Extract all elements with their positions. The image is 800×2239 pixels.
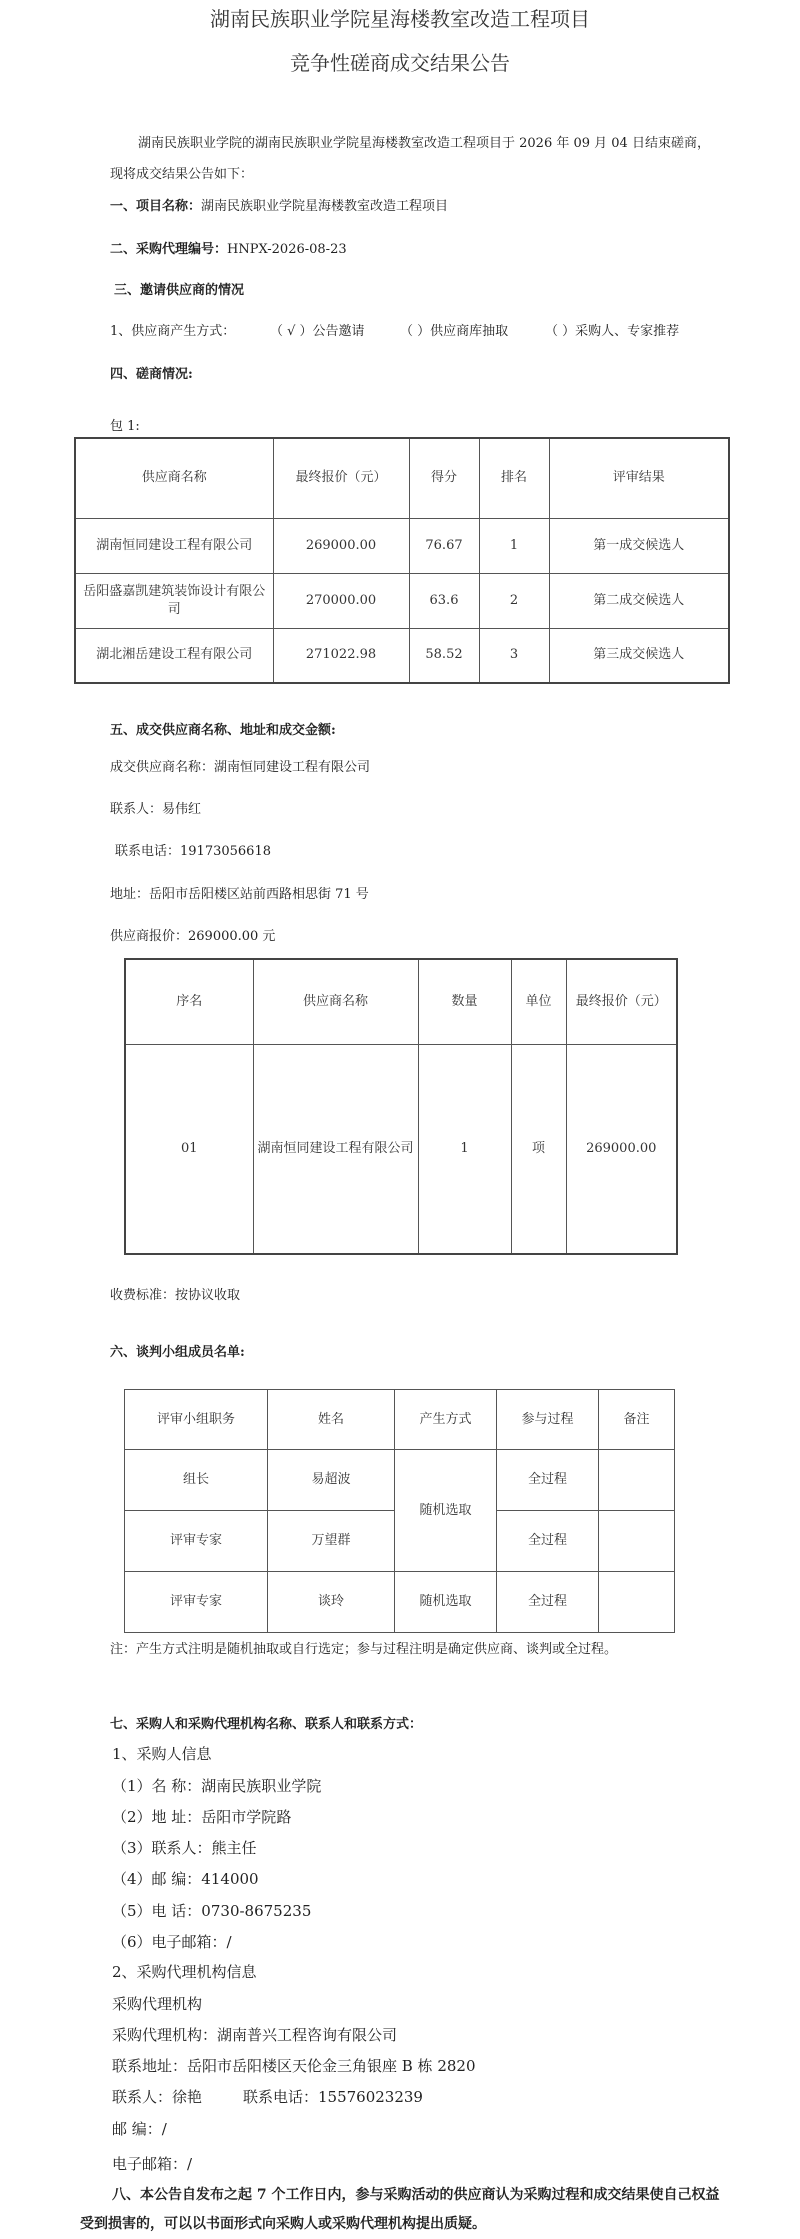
- agent-name: 采购代理机构：湖南普兴工程咨询有限公司: [112, 2026, 398, 2044]
- table-cell: 全过程: [497, 1572, 599, 1633]
- header-cell: 最终报价（元）: [566, 959, 677, 1044]
- table-cell: 76.67: [409, 518, 479, 573]
- deal-price: 供应商报价：269000.00 元: [110, 929, 276, 944]
- section-1-value: 湖南民族职业学院星海楼教室改造工程项目: [201, 199, 449, 214]
- package-label: 包 1:: [110, 419, 140, 434]
- section-2-value: HNPX-2026-08-23: [227, 242, 347, 257]
- buyer-tel: （5）电 话：0730-8675235: [112, 1902, 312, 1920]
- fee-standard: 收费标准：按协议收取: [110, 1288, 241, 1303]
- deal-contact: 联系人：易伟红: [110, 802, 202, 817]
- header-cell: 数量: [418, 959, 511, 1044]
- panel-table: [124, 1389, 675, 1633]
- table-cell: 271022.98: [273, 628, 409, 683]
- table-cell: 全过程: [497, 1450, 599, 1511]
- table-row: [125, 1450, 675, 1511]
- table-cell: 组长: [125, 1450, 268, 1511]
- header-cell: 参与过程: [497, 1390, 599, 1450]
- header-cell: 排名: [479, 438, 549, 518]
- table-cell: 湖北湘岳建设工程有限公司: [75, 628, 273, 683]
- section-1-label: 一、项目名称：: [110, 199, 202, 214]
- table-cell: [599, 1511, 675, 1572]
- table-header-row: [125, 959, 677, 1044]
- table-row: [125, 1572, 675, 1633]
- table-header-row: [75, 438, 729, 518]
- option-recommendation: （ ）采购人、专家推荐: [545, 324, 680, 339]
- table-cell: 269000.00: [273, 518, 409, 573]
- table-row: [75, 628, 729, 683]
- table-cell: 第一成交候选人: [549, 518, 729, 573]
- header-cell: 序名: [125, 959, 253, 1044]
- header-cell: 评审结果: [549, 438, 729, 518]
- table-cell: 项: [511, 1044, 566, 1254]
- table-cell: 第三成交候选人: [549, 628, 729, 683]
- table-cell: 岳阳盛嘉凯建筑装饰设计有限公司: [75, 573, 273, 628]
- agent-zip: 邮 编：/: [112, 2120, 167, 2138]
- header-cell: 备注: [599, 1390, 675, 1450]
- table-cell: 01: [125, 1044, 253, 1254]
- agent-subtitle: 采购代理机构: [112, 1995, 203, 2013]
- header-cell: 最终报价（元）: [273, 438, 409, 518]
- header-cell: 单位: [511, 959, 566, 1044]
- table-cell: 谈玲: [268, 1572, 395, 1633]
- intro-line-1: 湖南民族职业学院的湖南民族职业学院星海楼教室改造工程项目于 2026 年 09 月 04 日结束磋商，: [138, 136, 710, 151]
- agent-tel: 联系电话：15576023239: [243, 2088, 423, 2106]
- section-3-prefix: 1、供应商产生方式：: [110, 324, 236, 339]
- table-row: [125, 1044, 677, 1254]
- table-cell: [599, 1450, 675, 1511]
- table-cell: [599, 1572, 675, 1633]
- section-8-line-2: 受到损害的，可以以书面形式向采购人或采购代理机构提出质疑。: [80, 2216, 486, 2232]
- table-cell: 评审专家: [125, 1572, 268, 1633]
- table-cell-merged: 随机选取: [395, 1450, 497, 1572]
- section-2-label: 二、采购代理编号：: [110, 242, 228, 257]
- page-subtitle: 竞争性磋商成交结果公告: [290, 51, 510, 75]
- table-cell: 270000.00: [273, 573, 409, 628]
- table-cell: 全过程: [497, 1511, 599, 1572]
- buyer-address: （2）地 址：岳阳市学院路: [112, 1808, 292, 1826]
- section-5-label: 五、成交供应商名称、地址和成交金额:: [110, 723, 336, 738]
- header-cell: 得分: [409, 438, 479, 518]
- table-cell: 1: [418, 1044, 511, 1254]
- section-2: [110, 241, 347, 259]
- table-cell: 易超波: [268, 1450, 395, 1511]
- deal-supplier: 成交供应商名称：湖南恒同建设工程有限公司: [110, 760, 371, 775]
- section-1: [110, 198, 448, 216]
- table-cell: 3: [479, 628, 549, 683]
- agent-contact: 联系人：徐艳: [112, 2088, 203, 2106]
- agent-email: 电子邮箱：/: [112, 2155, 193, 2173]
- deal-address: 地址：岳阳市岳阳楼区站前西路相思街 71 号: [110, 887, 369, 902]
- table-cell: 湖南恒同建设工程有限公司: [75, 518, 273, 573]
- buyer-name: （1）名 称：湖南民族职业学院: [112, 1777, 322, 1795]
- table-cell: 第二成交候选人: [549, 573, 729, 628]
- table-row: [75, 518, 729, 573]
- bid-result-table: [74, 437, 730, 684]
- table-cell: 随机选取: [395, 1572, 497, 1633]
- table-header-row: [125, 1390, 675, 1450]
- buyer-email: （6）电子邮箱：/: [112, 1933, 232, 1951]
- deal-table: [124, 958, 678, 1255]
- section-7-label: 七、采购人和采购代理机构名称、联系人和联系方式：: [110, 1717, 423, 1732]
- intro-line-2: 现将成交结果公告如下：: [110, 167, 254, 182]
- buyer-title: 1、采购人信息: [112, 1745, 212, 1763]
- panel-note: 注：产生方式注明是随机抽取或自行选定；参与过程注明是确定供应商、谈判或全过程。: [110, 1642, 618, 1657]
- deal-phone: 联系电话：19173056618: [115, 844, 271, 859]
- header-cell: 供应商名称: [75, 438, 273, 518]
- section-4-label: 四、磋商情况:: [110, 367, 193, 382]
- table-cell: 269000.00: [566, 1044, 677, 1254]
- table-cell: 63.6: [409, 573, 479, 628]
- table-row: [75, 573, 729, 628]
- table-cell: 1: [479, 518, 549, 573]
- page-title: 湖南民族职业学院星海楼教室改造工程项目: [210, 7, 590, 31]
- table-cell: 湖南恒同建设工程有限公司: [253, 1044, 418, 1254]
- header-cell: 供应商名称: [253, 959, 418, 1044]
- table-cell: 评审专家: [125, 1511, 268, 1572]
- header-cell: 姓名: [268, 1390, 395, 1450]
- buyer-zip: （4）邮 编：414000: [112, 1870, 259, 1888]
- header-cell: 评审小组职务: [125, 1390, 268, 1450]
- header-cell: 产生方式: [395, 1390, 497, 1450]
- agent-address: 联系地址：岳阳市岳阳楼区天伦金三角银座 B 栋 2820: [112, 2057, 476, 2075]
- option-public-notice: （ √ ）公告邀请: [270, 324, 365, 339]
- buyer-contact: （3）联系人：熊主任: [112, 1839, 257, 1857]
- table-cell: 万望群: [268, 1511, 395, 1572]
- section-6-label: 六、谈判小组成员名单:: [110, 1345, 245, 1360]
- agent-title: 2、采购代理机构信息: [112, 1963, 257, 1981]
- table-cell: 58.52: [409, 628, 479, 683]
- section-3-label: 三、邀请供应商的情况: [114, 283, 245, 298]
- section-8-line-1: 八、本公告自发布之起 7 个工作日内，参与采购活动的供应商认为采购过程和成交结果使自己权益: [112, 2187, 720, 2203]
- table-cell: 2: [479, 573, 549, 628]
- option-supplier-pool: （ ）供应商库抽取: [400, 324, 509, 339]
